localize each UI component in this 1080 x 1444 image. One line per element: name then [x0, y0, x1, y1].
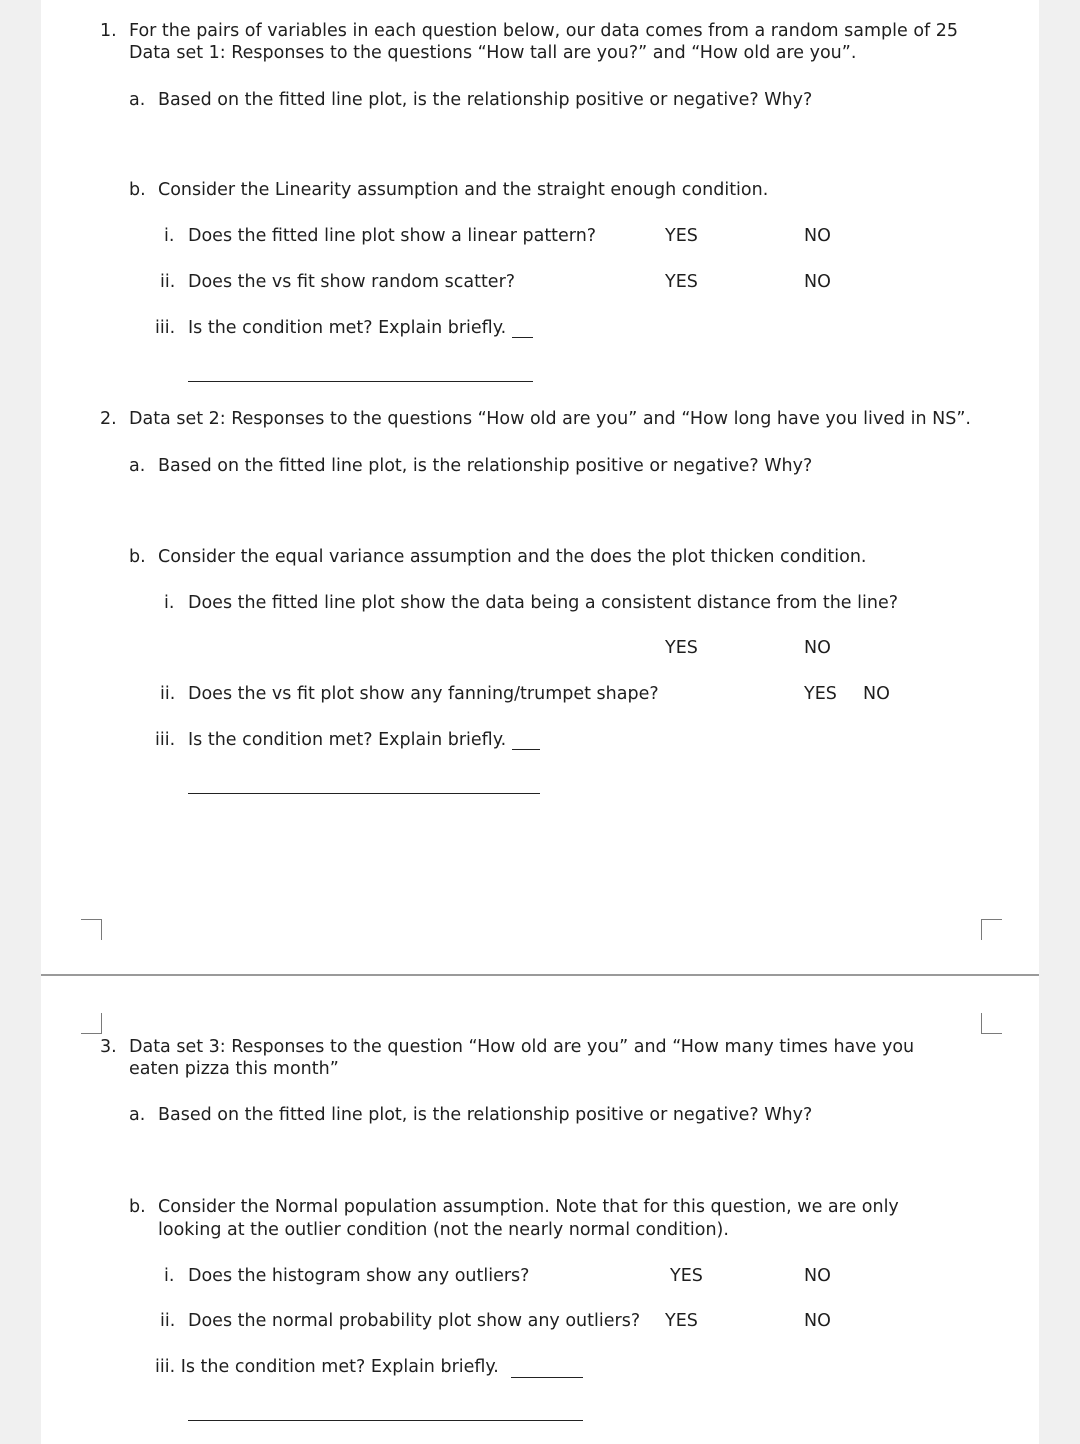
q3bi-label: i.: [164, 1266, 175, 1286]
q3b-text-line1: Consider the Normal population assumption. Note that for this question, we are only: [158, 1197, 899, 1217]
q1biii-text: Is the condition met? Explain briefly.: [188, 318, 507, 338]
crop-mark-bottom-left: [81, 919, 102, 940]
q1bii-no-option: NO: [804, 272, 831, 292]
q3a-text: Based on the fitted line plot, is the relationship positive or negative? Why?: [158, 1105, 813, 1125]
q1biii-answer-line: [188, 381, 533, 382]
q3bi-yes-option: YES: [670, 1266, 703, 1286]
q1-intro-line1: For the pairs of variables in each question below, our data comes from a random sample of 25: [129, 21, 959, 41]
q3biii-answer-line: [188, 1420, 583, 1421]
crop-mark-bottom-right: [981, 919, 1002, 940]
q1bii-yes-option: YES: [665, 272, 698, 292]
q2biii-text: Is the condition met? Explain briefly.: [188, 730, 507, 750]
q1biii-answer-blank: [512, 337, 533, 338]
q2-intro-line1: Data set 2: Responses to the questions “How old are you” and “How long have you lived in NS”.: [129, 409, 971, 429]
q1bii-text: Does the vs fit show random scatter?: [188, 272, 516, 292]
q2b-label: b.: [129, 547, 146, 567]
q3b-label: b.: [129, 1197, 146, 1217]
q2bi-yes-option: YES: [665, 638, 698, 658]
document-page-1: [41, 0, 1039, 974]
q2bii-text: Does the vs fit plot show any fanning/trumpet shape?: [188, 684, 659, 704]
q2bi-text: Does the fitted line plot show the data being a consistent distance from the line?: [188, 593, 898, 613]
q2bi-no-option: NO: [804, 638, 831, 658]
q3bii-no-option: NO: [804, 1311, 831, 1331]
q3bii-text: Does the normal probability plot show any outliers?: [188, 1311, 641, 1331]
q3b-text-line2: looking at the outlier condition (not the nearly normal condition).: [158, 1220, 729, 1240]
q1bi-no-option: NO: [804, 226, 831, 246]
q1a-text: Based on the fitted line plot, is the relationship positive or negative? Why?: [158, 90, 813, 110]
q1bii-label: ii.: [160, 272, 176, 292]
q1bi-text: Does the fitted line plot show a linear pattern?: [188, 226, 597, 246]
q3bii-yes-option: YES: [665, 1311, 698, 1331]
q1b-text: Consider the Linearity assumption and the straight enough condition.: [158, 180, 769, 200]
crop-mark-top-right: [981, 1013, 1002, 1034]
q2bii-yes-option: YES: [804, 684, 837, 704]
q1bi-label: i.: [164, 226, 175, 246]
q1-intro-line2: Data set 1: Responses to the questions “How tall are you?” and “How old are you”.: [129, 43, 857, 63]
q2biii-answer-blank: [512, 749, 540, 750]
q3-intro-line1: Data set 3: Responses to the question “How old are you” and “How many times have you: [129, 1037, 915, 1057]
q3bi-no-option: NO: [804, 1266, 831, 1286]
q2bi-label: i.: [164, 593, 175, 613]
q2bii-no-option: NO: [863, 684, 890, 704]
q2a-text: Based on the fitted line plot, is the relationship positive or negative? Why?: [158, 456, 813, 476]
q3bi-text: Does the histogram show any outliers?: [188, 1266, 530, 1286]
q1a-label: a.: [129, 90, 146, 110]
q1b-label: b.: [129, 180, 146, 200]
q2bii-label: ii.: [160, 684, 176, 704]
q3a-label: a.: [129, 1105, 146, 1125]
q1biii-label: iii.: [155, 318, 176, 338]
q3bii-label: ii.: [160, 1311, 176, 1331]
q2a-label: a.: [129, 456, 146, 476]
q3-intro-line2: eaten pizza this month”: [129, 1059, 339, 1079]
crop-mark-top-left: [81, 1013, 102, 1034]
q3biii-text: iii. Is the condition met? Explain briefly.: [155, 1357, 499, 1377]
q2biii-label: iii.: [155, 730, 176, 750]
q2biii-answer-line: [188, 793, 540, 794]
q2b-text: Consider the equal variance assumption and the does the plot thicken condition.: [158, 547, 867, 567]
q1-number: 1.: [100, 21, 117, 41]
q1bi-yes-option: YES: [665, 226, 698, 246]
q3biii-answer-blank: [511, 1377, 583, 1378]
q3-number: 3.: [100, 1037, 117, 1057]
q2-number: 2.: [100, 409, 117, 429]
